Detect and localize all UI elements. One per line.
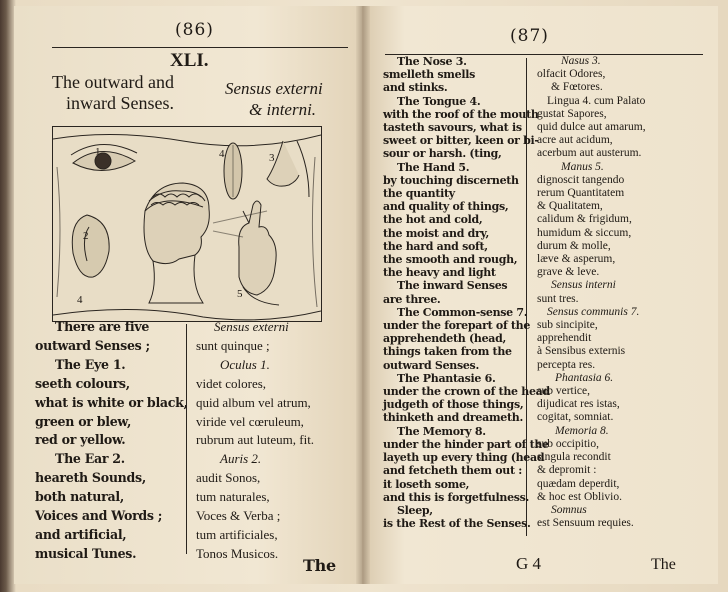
text-line: The Phantasie 6. [397,371,496,385]
text-line: both natural, [35,489,124,505]
text-line: Auris 2. [220,451,262,467]
text-line: & Qualitatem, [537,200,603,213]
text-line: percepta res. [537,358,596,371]
text-line: Nasus 3. [561,55,601,67]
text-line: The Nose 3. [397,55,467,68]
text-line: Lingua 4. cum Palato [547,94,646,107]
column-divider-left [186,324,187,554]
text-line: and quality of things, [383,200,509,214]
catchword-left: The [303,556,336,575]
signature-mark: G 4 [516,554,542,573]
text-line: tum artificiales, [196,526,278,542]
text-line: apprehendit [537,332,592,345]
title-latin: Sensus externi & interni. [225,79,323,119]
text-line: red or yellow. [35,432,126,448]
text-line: & hoc est Oblivio. [537,490,622,503]
text-line: Somnus [551,503,587,516]
figure-number-hand: 5 [237,288,243,300]
text-line: it loseth some, [383,477,470,491]
text-line: Sensus interni [551,279,616,292]
text-line: are three. [383,292,441,306]
text-line: sub sincipite, [537,319,598,332]
senses-engraving [53,127,321,321]
left-latin-column [196,318,314,564]
text-line: The Tongue 4. [397,94,481,108]
text-line: acerbum aut austerum. [537,147,642,160]
text-line: green or blew, [35,413,132,429]
figure-number-lower: 4 [77,294,83,306]
catchword-right: The [651,556,676,573]
text-line: the moist and dry, [383,226,490,240]
text-line: things taken from the [383,345,512,359]
text-line: acre aut acidum, [537,134,613,147]
text-line: outward Senses ; [35,337,150,353]
text-line: Voices and Words ; [35,508,163,524]
text-line: viride vel cœruleum, [196,413,304,429]
text-line: sub occipitio, [537,437,599,450]
text-line: and stinks. [383,81,448,95]
text-line: and artificial, [35,526,127,542]
text-line: Sensus communis 7. [547,305,640,318]
text-line: Sensus externi [214,319,289,334]
text-line: by touching discerneth [383,173,519,187]
text-line: The Hand 5. [397,160,470,174]
text-line: quid album vel atrum, [196,394,311,410]
text-line: sunt quinque ; [196,337,270,353]
text-line: the hot and cold, [383,213,483,227]
text-line: & depromit : [537,464,597,477]
text-line: what is white or black, [35,394,188,410]
text-line: calidum & frigidum, [537,213,632,226]
text-line: Oculus 1. [220,356,270,372]
text-line: sour or harsh. (ting, [383,147,502,161]
text-line: under the hinder part of the [383,437,549,451]
text-line: under the crown of the head [383,385,550,399]
chapter-number: XLI. [170,50,209,71]
figure-number-ear: 2 [83,230,89,242]
text-line: singula recondit [537,451,611,464]
text-line: tum naturales, [196,489,270,505]
text-line: tasteth savours, what is [383,121,522,135]
text-line: the smooth and rough, [383,253,518,267]
text-line: gustat Sapores, [537,107,607,120]
text-line: Manus 5. [561,160,604,173]
text-line: Memoria 8. [555,424,609,437]
page-number-left: (86) [175,20,214,40]
text-line: The Eye 1. [55,356,126,372]
text-line: à Sensibus externis [537,345,626,358]
right-latin-column [537,55,646,530]
text-line: Voces & Verba ; [196,508,281,524]
text-line: and this is forgetfulness. [383,490,530,504]
figure-number-nose: 3 [269,152,275,164]
text-line: Sleep, [397,503,433,517]
text-line: humidum & siccum, [537,226,632,239]
text-line: dijudicat res istas, [537,398,620,411]
text-line: quædam deperdit, [537,477,620,490]
text-line: There are five [55,319,150,334]
text-line: the heavy and light [383,266,496,280]
senses-woodcut-illustration [52,126,322,322]
text-line: durum & molle, [537,239,611,252]
text-line: and fetcheth them out : [383,464,523,478]
text-line: dignoscit tangendo [537,173,625,186]
text-line: & Fœtores. [551,81,603,94]
text-line: the quantity [383,187,455,201]
text-line: rubrum aut luteum, fit. [196,432,315,448]
text-line: smelleth smells [383,68,475,82]
title-english: The outward and inward Senses. [52,72,174,113]
text-line: Phantasia 6. [555,371,614,384]
text-line: audit Sonos, [196,470,261,486]
text-line: Tonos Musicos. [196,545,279,561]
text-line: under the forepart of the [383,319,531,333]
text-line: The Ear 2. [55,451,125,467]
text-line: The inward Senses [397,279,508,293]
text-line: musical Tunes. [35,545,137,561]
text-line: læve & asperum, [537,253,616,266]
text-line: quid dulce aut amarum, [537,121,646,134]
page-number-right: (87) [510,26,549,46]
text-line: olfacit Odores, [537,68,606,81]
text-line: sunt tres. [537,292,579,305]
figure-number-eye: 1 [95,146,101,158]
text-line: rerum Quantitatem [537,187,625,200]
text-line: layeth up every thing (head [383,451,545,465]
text-line: apprehendeth (head, [383,332,507,346]
text-line: est Sensuum requies. [537,517,634,530]
figure-number-tongue: 4 [219,148,225,160]
text-line: the hard and soft, [383,239,488,253]
text-line: sweet or bitter, keen or bi- [383,134,539,148]
text-line: sub vertice, [537,385,591,398]
text-line: judgeth of those things, [383,398,524,412]
text-line: videt colores, [196,375,267,391]
book-gutter [356,6,370,584]
text-line: The Memory 8. [397,424,486,438]
text-line: with the roof of the mouth [383,107,539,121]
text-line: heareth Sounds, [35,470,146,486]
left-english-column [35,318,188,564]
header-rule-left [52,47,348,48]
text-line: is the Rest of the Senses. [383,517,531,531]
text-line: outward Senses. [383,358,479,372]
text-line: cogitat, somniat. [537,411,614,424]
text-line: grave & leve. [537,266,600,279]
text-line: The Common-sense 7. [397,305,528,319]
right-english-column [383,55,550,530]
text-line: seeth colours, [35,375,130,391]
text-line: thinketh and dreameth. [383,411,523,425]
